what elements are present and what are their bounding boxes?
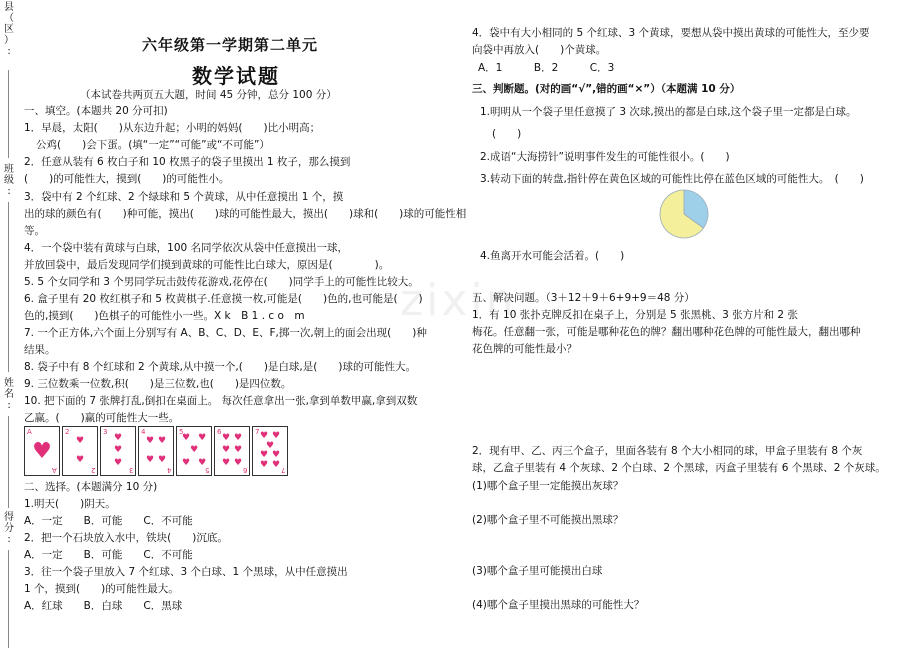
- question-3-line-3: 等。: [24, 225, 45, 237]
- heart-icon: ♥ ♥: [75, 436, 85, 465]
- card-index: 6: [242, 466, 247, 474]
- question-3-line-2: 出的球的颜色有( )种可能，摸出( )球的可能性最大，摸出( )球和( )球的可能性相: [24, 208, 467, 220]
- problem-2-question-4: (4)哪个盒子里摸出黑球的可能性大？: [472, 599, 645, 611]
- choice-1: 1.明天( )阴天。: [24, 498, 116, 510]
- heart-icon: ♥ ♥ ♥ ♥: [145, 436, 167, 465]
- card-index: 2: [65, 428, 70, 436]
- heart-icon: ♥ ♥ ♥ ♥ ♥ ♥ ♥: [259, 431, 281, 470]
- binding-line: [8, 70, 9, 158]
- card-index: 3: [103, 428, 108, 436]
- choice-4-options: A．1 B．2 C．3: [478, 62, 615, 74]
- choice-3-line-1: 3．往一个袋子里放入 7 个红球、3 个白球、1 个黑球，从中任意摸出: [24, 566, 348, 578]
- question-10-line-2: 乙赢。( )赢的可能性大一些。: [24, 412, 180, 424]
- judge-4: 4.鱼离开水可能会活着。( ): [480, 250, 625, 262]
- section-2-header: 二、选择。(本题满分 10 分): [24, 481, 158, 493]
- section-5-header: 五、解决问题。（3＋12＋9＋6+9+9＝48 分）: [472, 292, 695, 304]
- heart-icon: ♥ ♥ ♥ ♥ ♥: [182, 432, 207, 469]
- playing-card: [24, 426, 60, 476]
- question-4-line-1: 4．一个袋中装有黄球与白球，100 名同学依次从袋中任意摸出一球，: [24, 242, 349, 254]
- card-index: 4: [166, 466, 171, 474]
- problem-2-question-3: (3)哪个盒子里可能摸出白球: [472, 565, 603, 577]
- question-5: 5. 5 个女同学和 3 个男同学玩击鼓传花游戏,花停在( )同学手上的可能性比较大。: [24, 276, 419, 288]
- question-2-line-2: ( )的可能性大，摸到( )的可能性小。: [24, 173, 230, 185]
- playing-card: [252, 426, 288, 476]
- choice-2-options: A．一定 B．可能 C．不可能: [24, 549, 193, 561]
- class-label: 班 级 :: [4, 164, 14, 197]
- section-1-header: 一、填空。(本题共 20 分可扣): [24, 105, 168, 117]
- card-index: 7: [280, 466, 285, 474]
- judge-2: 2.成语“大海捞针”说明事件发生的可能性很小。( ): [480, 151, 730, 163]
- judge-3: 3.转动下面的转盘,指针停在黄色区域的可能性比停在蓝色区域的可能性大。 ( ): [480, 173, 864, 185]
- problem-1-line-1: 1．有 10 张扑克牌反扣在桌子上，分别是 5 张黑桃、3 张方片和 2 张: [472, 309, 798, 321]
- page-title: 六年级第一学期第二单元: [142, 36, 319, 54]
- question-8: 8. 袋子中有 8 个红球和 2 个黄球,从中摸一个,( )是白球,是( )球的可能性大。: [24, 361, 416, 373]
- section-3-header: 三、判断题。(对的画“√”,错的画“×”）（本题满 10 分）: [472, 83, 741, 95]
- choice-3-line-2: 1 个，摸到( )的可能性最大。: [24, 583, 179, 595]
- choice-3-options: A．红球 B．白球 C．黑球: [24, 600, 183, 612]
- problem-1-line-2: 梅花。任意翻一张，可能是哪种花色的牌？翻出哪种花色牌的可能性最大，翻出哪种: [472, 326, 861, 338]
- playing-card: [100, 426, 136, 476]
- county-label: 县 （ 区 ） :: [4, 2, 14, 57]
- heart-icon: ♥: [32, 438, 52, 464]
- exam-note: （本试卷共两页五大题，时间 45 分钟，总分 100 分）: [80, 89, 337, 101]
- question-2-line-1: 2．任意从装有 6 枚白子和 10 枚黑子的袋子里摸出 1 枚子，那么摸到: [24, 156, 351, 168]
- question-6-line-1: 6. 盒子里有 20 枚红棋子和 5 枚黄棋子.任意摸一枚,可能是( )色的,也可能是( ): [24, 293, 423, 305]
- question-10-line-1: 10. 把下面的 7 张牌打乱,倒扣在桌面上。 每次任意拿出一张,拿到单数甲赢,拿到双数: [24, 395, 418, 407]
- playing-card: [176, 426, 212, 476]
- card-index: A: [27, 428, 32, 436]
- card-index: 7: [255, 428, 260, 436]
- question-7-line-2: 结果。: [24, 344, 56, 356]
- binding-sidebar: [0, 0, 20, 651]
- question-3-line-1: 3．袋中有 2 个红球、2 个绿球和 5 个黄球，从中任意摸出 1 个，摸: [24, 191, 344, 203]
- heart-icon: ♥ ♥ ♥ ♥ ♥ ♥: [221, 432, 243, 469]
- choice-1-options: A．一定 B．可能 C．不可能: [24, 515, 193, 527]
- card-index: 3: [128, 466, 133, 474]
- problem-2-question-2: (2)哪个盒子里不可能摸出黑球？: [472, 514, 624, 526]
- binding-line: [8, 416, 9, 508]
- question-1-line-2: 公鸡( )会下蛋。(填“一定”“可能”或“不可能”）: [36, 139, 270, 151]
- card-index: 5: [204, 466, 209, 474]
- question-1-line-1: 1．早晨，太阳( )从东边升起；小明的妈妈( )比小明高；: [24, 122, 321, 134]
- problem-2-question-1: (1)哪个盒子里一定能摸出灰球？: [472, 480, 624, 492]
- problem-1-line-3: 花色牌的可能性最小？: [472, 343, 577, 355]
- card-index: A: [52, 466, 57, 474]
- score-label: 得 分 :: [4, 512, 14, 545]
- question-6-line-2: 色的,摸到( )色棋子的可能性小一些。X k B 1 . c o m: [24, 310, 305, 322]
- name-label: 姓 名 :: [4, 378, 14, 411]
- question-9: 9. 三位数乘一位数,积( )是三位数,也( )是四位数。: [24, 378, 292, 390]
- question-7-line-1: 7. 一个正方体,六个面上分别写有 A、B、C、D、E、F,掷一次,朝上的面会出现( )种: [24, 327, 427, 339]
- card-index: 4: [141, 428, 146, 436]
- choice-4-line-1: 4．袋中有大小相同的 5 个红球、3 个黄球，要想从袋中摸出黄球的可能性大，至少要: [472, 27, 870, 39]
- problem-2-line-2: 球，乙盒子里装有 4 个灰球、2 个白球、2 个黑球，丙盒子里装有 6 个黑球、2 个灰球。: [472, 462, 886, 474]
- heart-icon: ♥ ♥ ♥: [113, 432, 123, 469]
- binding-line: [8, 550, 9, 648]
- card-index: 2: [90, 466, 95, 474]
- judge-1-line-2: ( ): [492, 128, 522, 140]
- card-index: 6: [217, 428, 222, 436]
- choice-4-line-2: 向袋中再放入( )个黄球。: [472, 44, 607, 56]
- card-index: 5: [179, 428, 184, 436]
- choice-2: 2．把一个石块放入水中，铁块( )沉底。: [24, 532, 228, 544]
- problem-2-line-1: 2．现有甲、乙、丙三个盒子，里面各装有 8 个大小相同的球，甲盒子里装有 8 个灰: [472, 445, 863, 457]
- binding-line: [8, 202, 9, 372]
- playing-cards: [24, 426, 290, 476]
- playing-card: [214, 426, 250, 476]
- spinner-wheel: [658, 188, 710, 240]
- page-subtitle: 数学试题: [192, 64, 280, 88]
- playing-card: [62, 426, 98, 476]
- judge-1-line-1: 1.明明从一个袋子里任意摸了 3 次球,摸出的都是白球,这个袋子里一定都是白球。: [480, 106, 857, 118]
- watermark: zixin: [400, 275, 517, 326]
- question-4-line-2: 并放回袋中，最后发现同学们摸到黄球的可能性比白球大，原因是( )。: [24, 259, 390, 271]
- playing-card: [138, 426, 174, 476]
